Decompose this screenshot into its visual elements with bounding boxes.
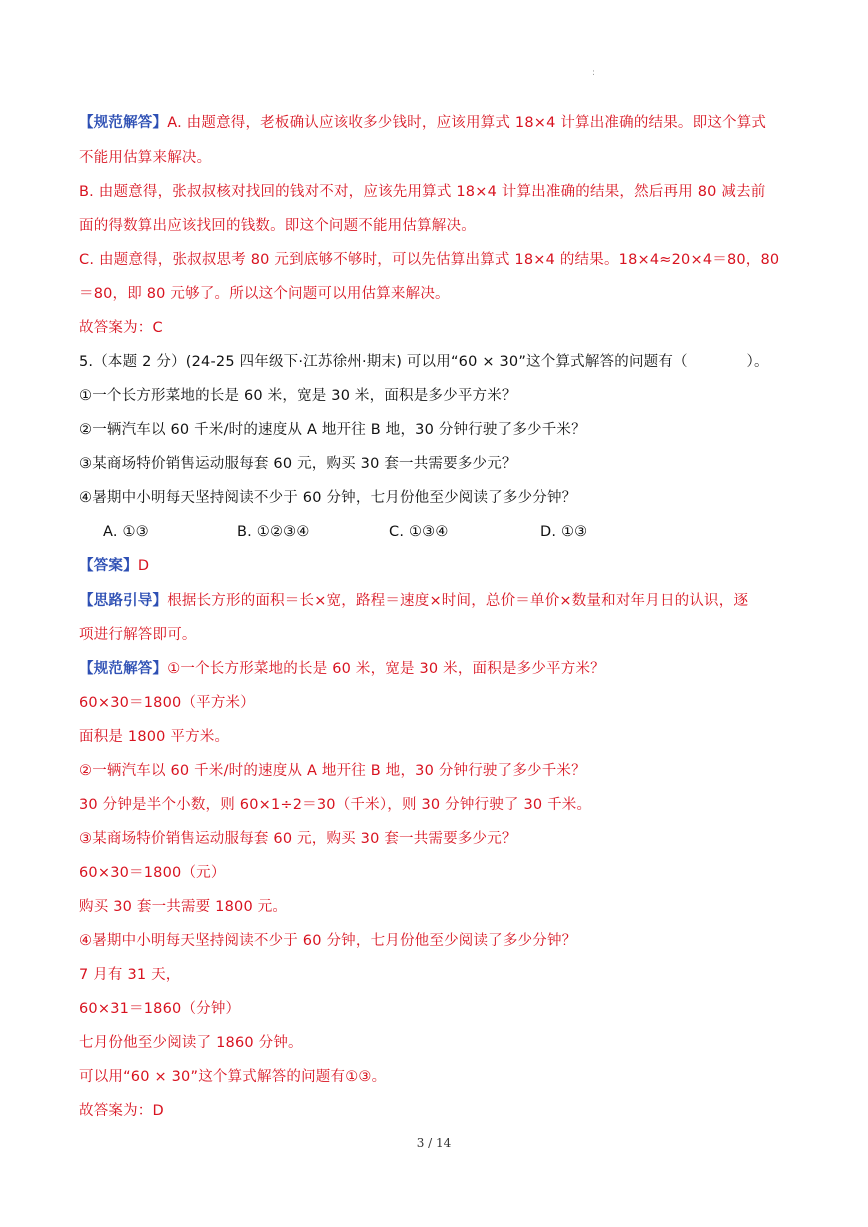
- solution-line: 60×30＝1800（平方米）: [79, 695, 255, 711]
- solution-line: 60×30＝1800（元）: [79, 865, 226, 881]
- solution-line: 7 月有 31 天，: [79, 967, 181, 983]
- prev-solution-label: 【规范解答】: [79, 115, 168, 131]
- answer-value: D: [137, 558, 150, 574]
- solution-line: ④暑期中小明每天坚持阅读不少于 60 分钟，七月份他至少阅读了多少分钟？: [79, 933, 577, 949]
- question-options: [103, 522, 587, 542]
- prev-solution-a-text: A. 由题意得，老板确认应该收多少钱时，应该用算式 18×4 计算出准确的结果。即这个算式: [167, 115, 767, 131]
- solution-line: 60×31＝1860（分钟）: [79, 1001, 241, 1017]
- answer-label: 【答案】: [79, 558, 138, 574]
- prev-solution-b-line1: B. 由题意得，张叔叔核对找回的钱对不对，应该先用算式 18×4 计算出准确的结果，然后再用 80 减去前: [79, 184, 766, 200]
- solution-line: 30 分钟是半个小数，则 60×1÷2＝30（千米），则 30 分钟行驶了 30 千米。: [79, 797, 592, 813]
- page-number: 3 / 14: [416, 1136, 452, 1150]
- solution-first-text: ①一个长方形菜地的长是 60 米，宽是 30 米，面积是多少平方米？: [167, 661, 605, 677]
- solution-line: 面积是 1800 平方米。: [79, 729, 230, 745]
- solution-line: ③某商场特价销售运动服每套 60 元，购买 30 套一共需要多少元？: [79, 831, 517, 847]
- prev-solution-c-line1: C. 由题意得，张叔叔思考 80 元到底够不够时，可以先估算出算式 18×4 的结果。18×4≈20×4＝80，80: [79, 252, 780, 268]
- hint-label: 【思路引导】: [79, 593, 168, 609]
- solution-line: 可以用“60 × 30”这个算式解答的问题有①③。: [79, 1069, 387, 1085]
- solution-line: 七月份他至少阅读了 1860 分钟。: [79, 1035, 303, 1051]
- option-b: B. ①②③④: [237, 524, 310, 540]
- option-d: D. ①③: [540, 524, 588, 540]
- solution-label: 【规范解答】: [79, 661, 168, 677]
- question-item-4: ④暑期中小明每天坚持阅读不少于 60 分钟，七月份他至少阅读了多少分钟？: [79, 490, 577, 506]
- answer-line: [79, 556, 149, 576]
- question-item-3: ③某商场特价销售运动服每套 60 元，购买 30 套一共需要多少元？: [79, 456, 517, 472]
- header-mark: :: [592, 68, 596, 78]
- question-item-1: ①一个长方形菜地的长是 60 米，宽是 30 米，面积是多少平方米？: [79, 388, 517, 404]
- hint-line2: 项进行解答即可。: [79, 627, 197, 643]
- option-a: A. ①③: [103, 524, 149, 540]
- hint-line1: [79, 591, 748, 611]
- prev-solution-a-line2: 不能用估算来解决。: [79, 150, 212, 166]
- question-item-2: ②一辆汽车以 60 千米/时的速度从 A 地开往 B 地，30 分钟行驶了多少千米？: [79, 422, 586, 438]
- prev-solution-a-line1: [79, 113, 766, 133]
- question-stem: 5.（本题 2 分）(24-25 四年级下·江苏徐州·期末) 可以用“60 × 30”这个算式解答的问题有（ ）。: [79, 354, 769, 370]
- prev-solution-c-line2: ＝80，即 80 元够了。所以这个问题可以用估算来解决。: [79, 286, 450, 302]
- solution-line: ②一辆汽车以 60 千米/时的速度从 A 地开往 B 地，30 分钟行驶了多少千米？: [79, 763, 586, 779]
- solution-final-answer: 故答案为：D: [79, 1103, 164, 1119]
- hint-text: 根据长方形的面积＝长×宽，路程＝速度×时间，总价＝单价×数量和对年月日的认识，逐: [167, 593, 749, 609]
- prev-solution-b-line2: 面的得数算出应该找回的钱数。即这个问题不能用估算解决。: [79, 218, 476, 234]
- option-c: C. ①③④: [389, 524, 449, 540]
- prev-answer: 故答案为：C: [79, 320, 163, 336]
- solution-line-first: [79, 659, 605, 679]
- solution-line: 购买 30 套一共需要 1800 元。: [79, 899, 288, 915]
